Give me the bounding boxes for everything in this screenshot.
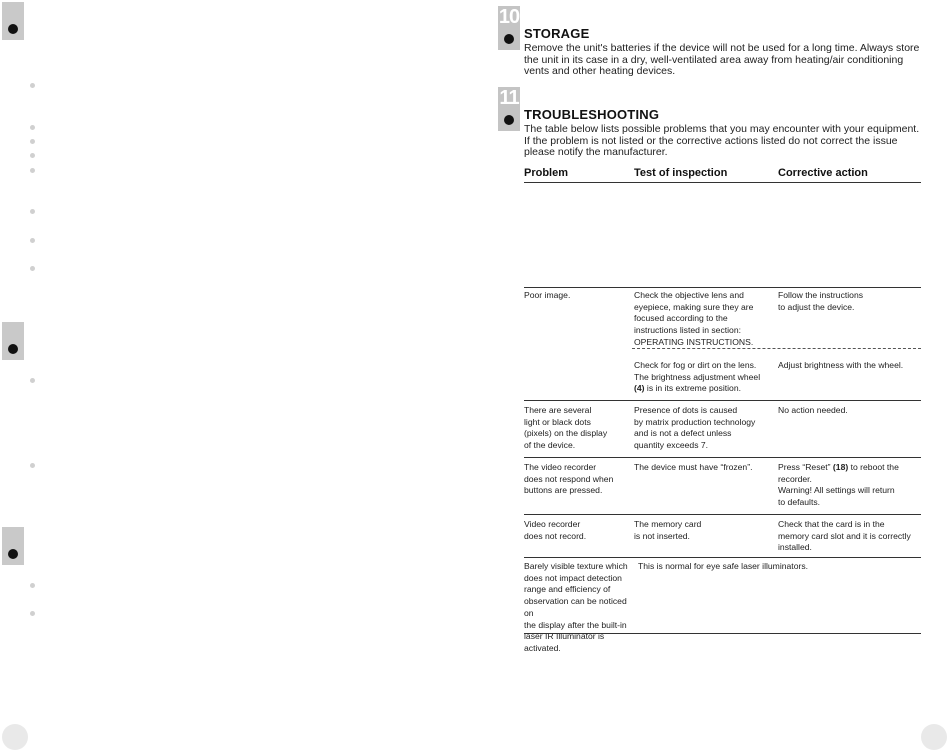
bullet-dot-icon [30,238,35,243]
troubleshooting-intro: The table below lists possible problems that you may encounter with your equipment. If the problem is not listed or the corrective actions listed do not correct the issue please notify the manufacturer. [524,123,920,158]
bullet-dot-icon [30,139,35,144]
cell-test: Presence of dots is caused by matrix production technology and is not a defect unless quantity exceeds 7. [634,405,756,451]
bullet-dot-icon [30,209,35,214]
cell-test-ref: (4) [634,383,645,394]
bullet-dot-icon [30,611,35,616]
section-dot-icon [8,24,18,34]
header-rule [524,182,921,183]
cell-action-text-end: to reboot the recorder. Warning! All settings will return to defaults. [778,462,899,508]
table-row-divider [524,457,921,458]
cell-action: Adjust brightness with the wheel. [778,360,904,370]
section-dot-icon [504,115,514,125]
section-dot-icon [8,344,18,354]
cell-action: Follow the instructions to adjust the device. [778,290,864,312]
column-header-problem: Problem [524,167,569,179]
column-header-test: Test of inspection [634,167,728,179]
cell-test [634,360,774,395]
cell-problem: Poor image. [524,290,571,300]
cell-test-text-end: is in its extreme position. [644,383,741,394]
cell-test-text: Check for fog or dirt on the lens. The brightness adjustment wheel [634,360,761,382]
cell-action [778,462,920,509]
cell-problem: There are several light or black dots (pixels) on the display of the device. [524,405,608,451]
section-dot-icon [504,34,514,44]
table-row-divider [524,514,921,515]
cell-action-text: Press “Reset” [778,462,833,472]
section-number-label: 11 [499,87,519,109]
bullet-dot-icon [30,583,35,588]
table-row-divider [524,400,921,401]
cell-action-ref: (18) [832,462,849,472]
storage-section-number [498,6,520,50]
table-row-divider [524,557,921,558]
section-number-label: 10 [498,6,520,28]
left-section-marker-3 [2,527,24,565]
bullet-dot-icon [30,83,35,88]
table-subrow-divider [632,348,921,349]
troubleshooting-section-number [498,87,520,131]
cell-action: Check that the card is in the memory card slot and it is correctly installed. [778,519,911,553]
cell-action: No action needed. [778,405,848,415]
cell-test-action: This is normal for eye safe laser illuminators. [638,561,809,571]
cell-problem: Barely visible texture which does not impact detection range and efficiency of observation can be noticed on the display after the built-in laser IR Illuminator is activated. [524,561,628,653]
left-section-marker-1 [2,2,24,40]
left-section-marker-2 [2,322,24,360]
bullet-dot-icon [30,378,35,383]
page-marker-left [2,724,28,750]
bullet-dot-icon [30,153,35,158]
column-header-action: Corrective action [778,167,868,179]
storage-heading: STORAGE [524,26,590,41]
cell-test: The memory card is not inserted. [634,519,702,541]
table-row-divider [524,287,921,288]
troubleshooting-heading: TROUBLESHOOTING [524,107,660,122]
bullet-dot-icon [30,463,35,468]
bullet-dot-icon [30,266,35,271]
table-bottom-rule [524,633,921,634]
page-marker-right [921,724,947,750]
cell-test: Check the objective lens and eyepiece, making sure they are focused according to the instructions listed in section: OPERATING INSTRUCTIONS. [634,290,754,347]
bullet-dot-icon [30,125,35,130]
cell-problem: Video recorder does not record. [524,519,587,541]
section-dot-icon [8,549,18,559]
cell-problem: The video recorder does not respond when buttons are pressed. [524,462,614,496]
bullet-dot-icon [30,168,35,173]
storage-paragraph: Remove the unit's batteries if the device will not be used for a long time. Always store the unit in its case in a dry, well-ventilated area away from heating/air conditioning vents and other heating devices. [524,42,920,77]
cell-test: The device must have “frozen”. [634,462,753,472]
